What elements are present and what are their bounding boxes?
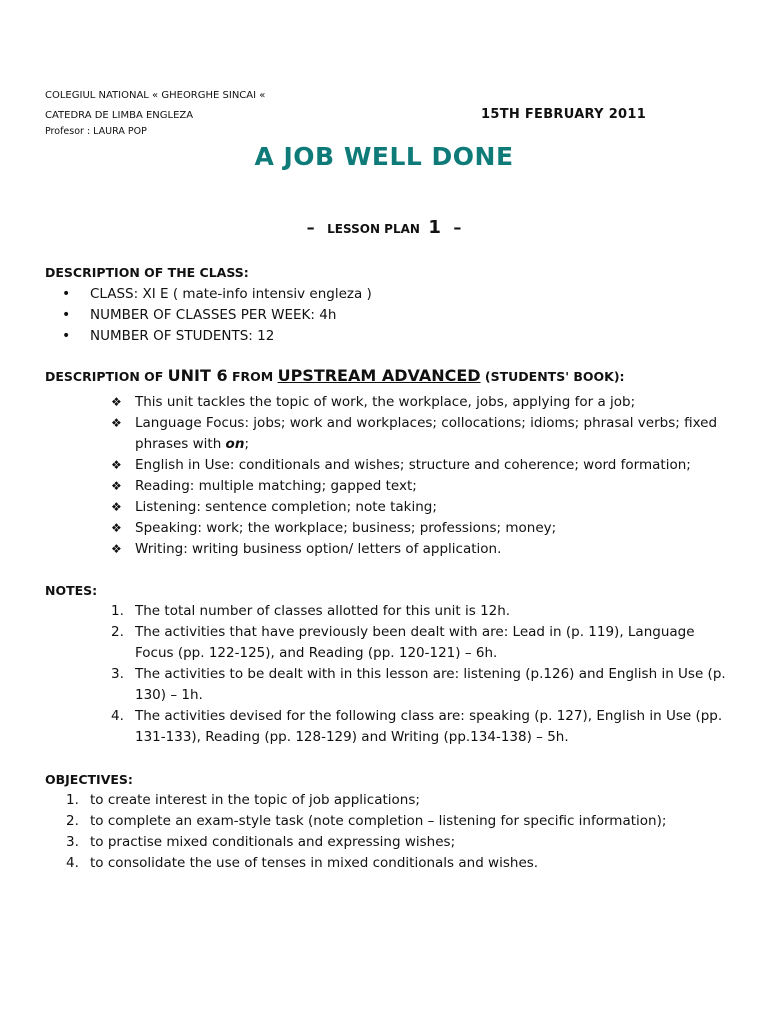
book-title: UPSTREAM ADVANCED: [277, 366, 481, 385]
list-item: [111, 413, 731, 455]
class-description-heading: DESCRIPTION OF THE CLASS:: [45, 265, 249, 280]
list-item-text: Language Focus: jobs; work and workplaces; collocations; idioms; phrasal verbs; fixed phrases with: [135, 415, 718, 452]
department-name: CATEDRA DE LIMBA ENGLEZA: [45, 110, 194, 121]
unit-description-heading: [45, 366, 625, 385]
list-item: 1. to create interest in the topic of job applications;: [66, 792, 420, 808]
unit-description-list: [111, 392, 731, 560]
note-text: The total number of classes allotted for this unit is 12h.: [135, 603, 511, 619]
list-item: 2. to complete an exam-style task (note completion – listening for specific information);: [66, 813, 667, 829]
objective-text: to practise mixed conditionals and expressing wishes;: [90, 834, 456, 850]
list-item: 3. The activities to be dealt with in this lesson are: listening (p.126) and English in Use (p. 130) – 1h.: [111, 666, 726, 703]
unit-heading-from: FROM: [231, 369, 274, 384]
note-text: The activities devised for the following class are: speaking (p. 127), English in Use (pp. 131-133), Reading (pp. 128-129) and Writing (pp.134-138) – 5h.: [135, 708, 723, 745]
list-item: ❖ This unit tackles the topic of work, the workplace, jobs, applying for a job;: [111, 392, 731, 413]
school-name: COLEGIUL NATIONAL « GHEORGHE SINCAI «: [45, 90, 266, 101]
lesson-plan-label: LESSON PLAN: [327, 222, 420, 236]
objective-text: to complete an exam-style task (note completion – listening for specific information);: [90, 813, 667, 829]
emphasis-word: on: [225, 436, 245, 452]
list-item: 4. to consolidate the use of tenses in mixed conditionals and wishes.: [66, 855, 539, 871]
list-item: ❖ Speaking: work; the workplace; business; professions; money;: [111, 518, 731, 539]
notes-list: [111, 601, 731, 748]
objective-text: to consolidate the use of tenses in mixed conditionals and wishes.: [90, 855, 539, 871]
list-item: ❖ Reading: multiple matching; gapped text;: [111, 476, 731, 497]
note-text: The activities to be dealt with in this lesson are: listening (p.126) and English in Use (p. 130) – 1h.: [135, 666, 726, 703]
lesson-dash-left: –: [306, 218, 315, 237]
objective-text: to create interest in the topic of job applications;: [90, 792, 420, 808]
emphasis-punctuation: ;: [244, 436, 249, 452]
list-item: ❖ English in Use: conditionals and wishes; structure and coherence; word formation;: [111, 455, 731, 476]
lesson-plan-number: 1: [428, 217, 441, 238]
list-item: • NUMBER OF CLASSES PER WEEK: 4h: [62, 305, 372, 326]
list-item: ❖ Writing: writing business option/ letters of application.: [111, 539, 731, 560]
lesson-dash-right: –: [453, 218, 462, 237]
teacher-name: Profesor : LAURA POP: [45, 126, 147, 137]
list-item: 1. The total number of classes allotted for this unit is 12h.: [111, 603, 511, 619]
unit-number: UNIT 6: [167, 366, 228, 385]
document-title: A JOB WELL DONE: [254, 142, 514, 171]
list-item: 4. The activities devised for the following class are: speaking (p. 127), English in Use (pp. 131-133), Reading (pp. 128-129) and Writing (pp.134-138) – 5h.: [111, 708, 723, 745]
lesson-plan-heading: [0, 217, 768, 238]
class-description-list: [62, 284, 372, 347]
list-item: 3. to practise mixed conditionals and expressing wishes;: [66, 834, 456, 850]
document-date: 15TH FEBRUARY 2011: [481, 107, 647, 122]
list-item: • CLASS: XI E ( mate-info intensiv engleza ): [62, 284, 372, 305]
unit-heading-prefix: DESCRIPTION OF: [45, 369, 164, 384]
objectives-list: [66, 790, 746, 874]
notes-heading: NOTES:: [45, 583, 98, 598]
list-item: 2. The activities that have previously been dealt with are: Lead in (p. 119), Language Focus (pp. 122-125), and Reading (pp. 120-121) – 6h.: [111, 624, 695, 661]
note-text: The activities that have previously been dealt with are: Lead in (p. 119), Language Focus (pp. 122-125), and Reading (pp. 120-121) – 6h.: [135, 624, 695, 661]
unit-heading-suffix: (STUDENTS' BOOK):: [484, 369, 625, 384]
objectives-heading: OBJECTIVES:: [45, 772, 133, 787]
list-item: • NUMBER OF STUDENTS: 12: [62, 326, 372, 347]
list-item: ❖ Listening: sentence completion; note taking;: [111, 497, 731, 518]
